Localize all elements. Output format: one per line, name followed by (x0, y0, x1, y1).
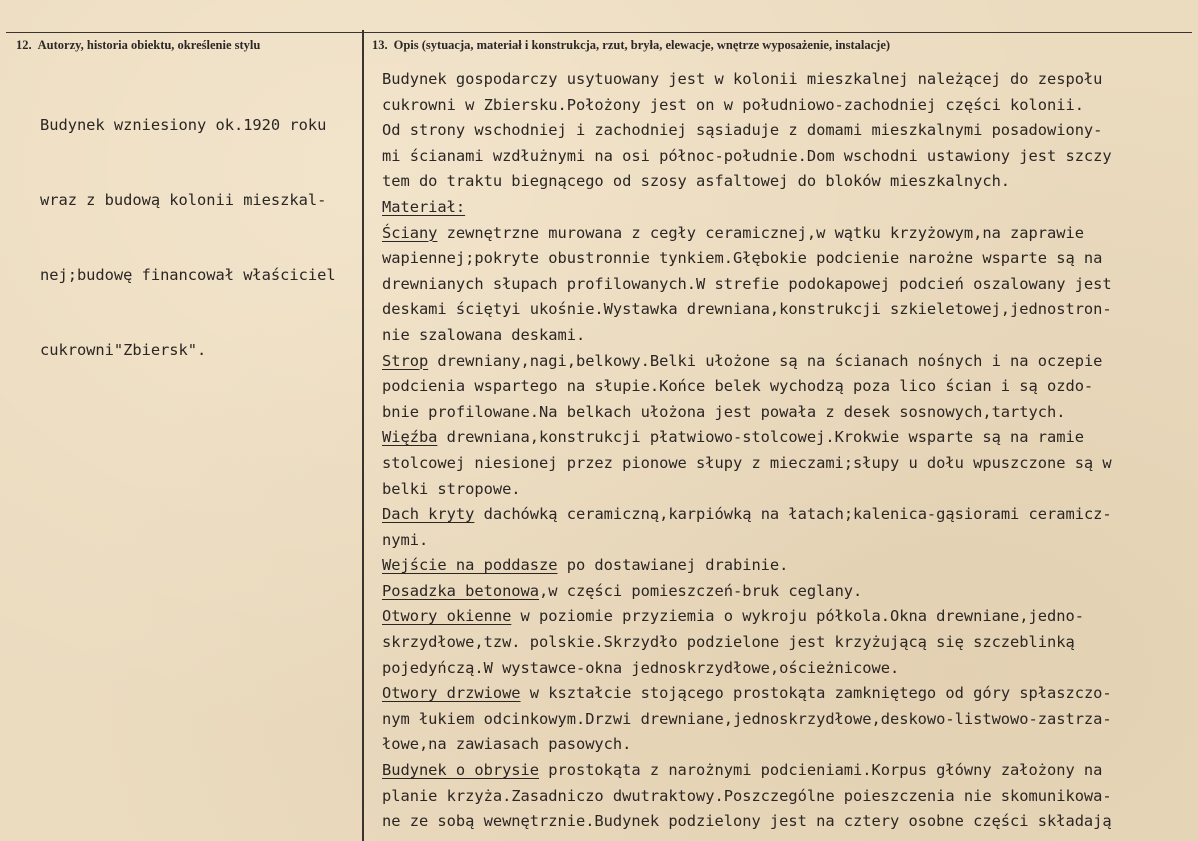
desc-line-text: podcienia wspartego na słupie.Końce belek wychodzą poza lico ścian i są ozdo- (382, 377, 1094, 396)
desc-line (382, 784, 1192, 810)
desc-line (382, 579, 1192, 605)
section-12-number: 12. (16, 38, 32, 52)
desc-line (382, 349, 1192, 375)
left-line: wraz z budową kolonii mieszkal- (40, 190, 327, 209)
desc-line (382, 502, 1192, 528)
left-line: Budynek wzniesiony ok.1920 roku (40, 116, 327, 135)
desc-line (382, 477, 1192, 503)
desc-line-heading: Dach kryty (382, 505, 475, 524)
desc-line-text: tem do traktu biegnącego od szosy asfaltowej do bloków mieszkalnych. (382, 172, 1011, 191)
desc-line (382, 221, 1192, 247)
desc-line-heading: Strop (382, 351, 429, 370)
desc-line (382, 272, 1192, 298)
desc-line (382, 528, 1192, 554)
desc-line-text: pojedyńczą.W wystawce-okna jednoskrzydłowe,ościeżnicowe. (382, 658, 900, 677)
desc-line (382, 809, 1192, 835)
section-13-title: Opis (sytuacja, materiał i konstrukcja, rzut, bryła, elewacje, wnętrze wyposażenie, instalacje) (393, 38, 891, 52)
desc-line-text: planie krzyża.Zasadniczo dwutraktowy.Poszczególne poieszczenia nie skomunikowa- (382, 786, 1112, 805)
desc-line (382, 297, 1192, 323)
desc-line (382, 169, 1192, 195)
desc-line-text: w poziomie przyziemia o wykroju półkola.Okna drewniane,jedno- (511, 607, 1084, 626)
desc-line-text: belki stropowe. (382, 479, 521, 498)
desc-line (382, 400, 1192, 426)
desc-line (382, 656, 1192, 682)
desc-line-text: ,w części pomieszczeń-bruk ceglany. (539, 581, 863, 600)
desc-line-text: prostokąta z narożnymi podcieniami.Korpus główny założony na (539, 761, 1103, 780)
desc-line (382, 93, 1192, 119)
desc-line-heading: Otwory okienne (382, 607, 512, 626)
desc-line-heading: Wejście na poddasze (382, 556, 558, 575)
desc-line-text: łowe,na zawiasach pasowych. (382, 735, 632, 754)
desc-line-text: stolcowej niesionej przez pionowe słupy z mieczami;słupy u dołu wpuszczone są w (382, 453, 1112, 472)
desc-line-text: ne ze sobą wewnętrznie.Budynek podzielony jest na cztery osobne części składają (382, 812, 1112, 831)
desc-line-text: drewniany,nagi,belkowy.Belki ułożone są na ścianach nośnych i na oczepie (428, 351, 1103, 370)
desc-line-text: wapiennej;pokryte obustronnie tynkiem.Głębokie podcienie narożne wsparte są na (382, 249, 1103, 268)
desc-line (382, 144, 1192, 170)
section-13-number: 13. (372, 38, 388, 52)
desc-line-text: nie szalowana deskami. (382, 325, 586, 344)
desc-line-text: cukrowni w Zbiersku.Położony jest on w południowo-zachodniej części kolonii. (382, 95, 1084, 114)
desc-line-text: nymi. (382, 530, 429, 549)
desc-line (382, 425, 1192, 451)
desc-line-text: Od strony wschodniej i zachodniej sąsiaduje z domami mieszkalnymi posadowiony- (382, 121, 1103, 140)
desc-line (382, 118, 1192, 144)
description-text (382, 67, 1192, 835)
desc-line-heading: Posadzka betonowa (382, 581, 540, 600)
desc-line (382, 374, 1192, 400)
authors-history-text (40, 64, 360, 412)
header-rule (6, 32, 1192, 33)
desc-line (382, 67, 1192, 93)
column-divider (362, 30, 364, 841)
desc-line-text: w kształcie stojącego prostokąta zamkniętego od góry spłaszczo- (520, 684, 1112, 703)
desc-line-text: nym łukiem odcinkowym.Drzwi drewniane,jednoskrzydłowe,deskowo-listwowo-zastrza- (382, 709, 1112, 728)
desc-line (382, 758, 1192, 784)
desc-line (382, 630, 1192, 656)
desc-line-text: dachówką ceramiczną,karpiówką na łatach;kalenica-gąsiorami ceramicz- (474, 505, 1112, 524)
desc-line-text: deskami ściętyi ukośnie.Wystawka drewniana,konstrukcji szkieletowej,jednostron- (382, 300, 1112, 319)
desc-line-text: po dostawianej drabinie. (557, 556, 789, 575)
desc-line-heading: Ściany (382, 223, 438, 242)
left-line: nej;budowę financował właściciel (40, 265, 336, 284)
desc-line-heading: Więźba (382, 428, 438, 447)
desc-line (382, 451, 1192, 477)
desc-line (382, 707, 1192, 733)
desc-line-heading: Materiał: (382, 197, 466, 216)
left-line: cukrowni"Zbiersk". (40, 340, 207, 359)
desc-line-text: mi ścianami wzdłużnymi na osi północ-południe.Dom wschodni ustawiony jest szczy (382, 146, 1112, 165)
section-13-header (372, 38, 890, 53)
desc-line-heading: Otwory drzwiowe (382, 684, 521, 703)
desc-line-text: Budynek gospodarczy usytuowany jest w kolonii mieszkalnej należącej do zespołu (382, 70, 1103, 88)
desc-line-text: bnie profilowane.Na belkach ułożona jest powała z desek sosnowych,tartych. (382, 402, 1066, 421)
desc-line-text: zewnętrzne murowana z cegły ceramicznej,w wątku krzyżowym,na zaprawie (437, 223, 1084, 242)
desc-line (382, 195, 1192, 221)
desc-line (382, 681, 1192, 707)
desc-line-heading: Budynek o obrysie (382, 761, 540, 780)
desc-line (382, 246, 1192, 272)
section-12-header (16, 38, 260, 53)
desc-line-text: skrzydłowe,tzw. polskie.Skrzydło podzielone jest krzyżującą się szczeblinką (382, 633, 1075, 652)
desc-line (382, 604, 1192, 630)
desc-line-text: drewniana,konstrukcji płatwiowo-stolcowej.Krokwie wsparte są na ramie (437, 428, 1084, 447)
section-12-title: Autorzy, historia obiektu, określenie stylu (37, 38, 261, 52)
desc-line (382, 732, 1192, 758)
desc-line (382, 553, 1192, 579)
desc-line-text: drewnianych słupach profilowanych.W strefie podokapowej podcień oszalowany jest (382, 274, 1112, 293)
desc-line (382, 323, 1192, 349)
